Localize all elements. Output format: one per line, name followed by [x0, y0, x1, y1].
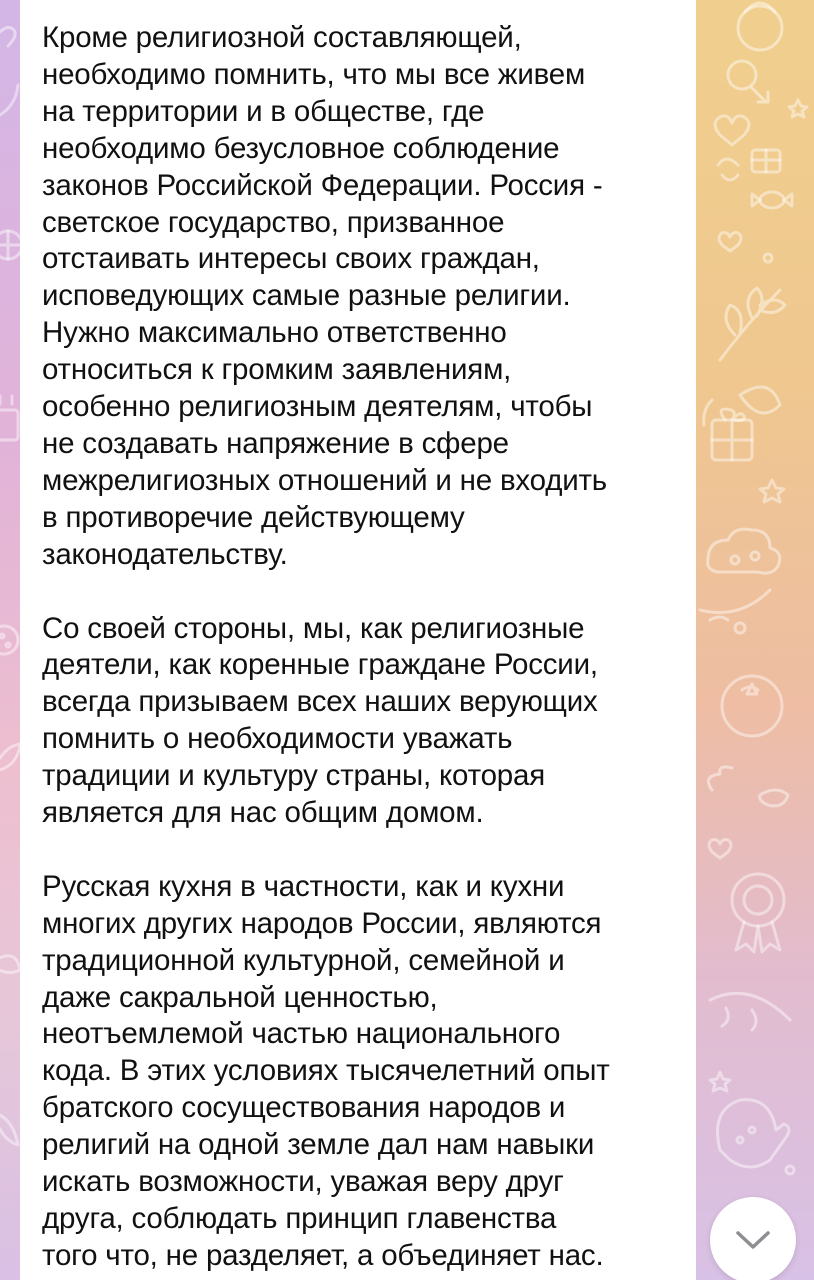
heart-doodle-icon [0, 27, 15, 46]
message-text: Кроме религиозной составляющей, необходимо помнить, что мы все живем на территории и в обществе, где необходимо безусловное соблюдение законов Российской Федерации. Россия - светское государство, призванное отстаивать интересы своих граждан, исповедующих самые разные религии. Нужно максимально ответственно относиться к громким заявлениям, особенно религиозным деятелям, чтобы не создавать напряжение в сфере межрелигиозных отношений и не входить в противоречие действующему законодательству. Со своей стороны, мы, как религиозные деятели, как коренные граждане России, всегда призываем всех наших верующих помнить о необходимости уважать традиции и культуру страны, которая является для нас общим домом. Русская кухня в частности, как и кухни многих других народов России, являются традиционной культурной, семейной и даже сакральной ценностью, неотъемлемой частью национального кода. В этих условиях тысячелетний опыт братского сосуществования народов и религий на одной земле дал нам навыки искать возможности, уважая веру друг друга, соблюдать принцип главенства того что, не разделяет, а объединяет нас. [42, 21, 610, 1272]
cookie-doodle-icon [0, 626, 18, 654]
basketball-doodle-icon [0, 231, 22, 259]
chevron-down-icon [734, 1228, 772, 1252]
toy-doodle-icon [0, 396, 18, 440]
chat-wallpaper-right [694, 0, 814, 1280]
scroll-to-bottom-button[interactable] [710, 1197, 796, 1280]
leaf-doodle-icon [0, 744, 20, 770]
leaf-doodle-icon [0, 1115, 18, 1145]
shell-doodle-icon [0, 956, 20, 973]
leaf-doodle-icon [0, 85, 18, 115]
